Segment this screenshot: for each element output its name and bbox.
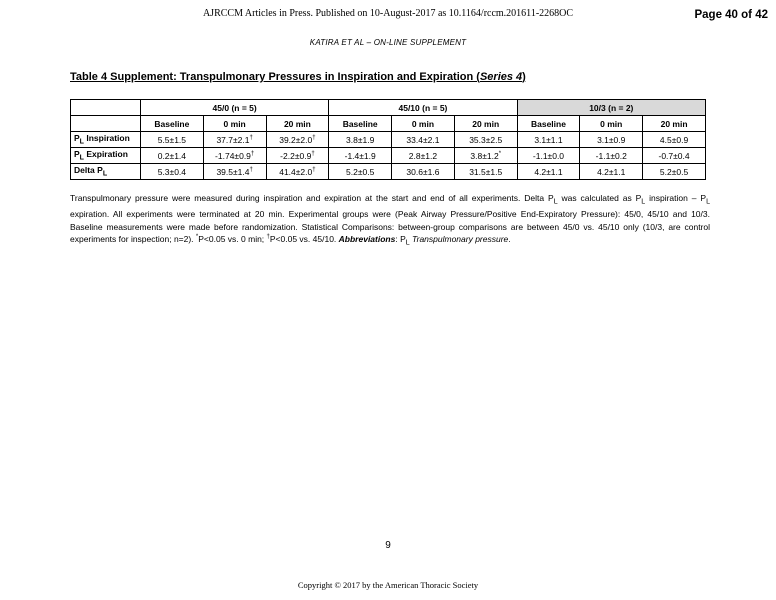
table-cell: 5.3±0.4	[141, 164, 204, 180]
table-title-suffix: )	[522, 71, 526, 83]
table-title-series: Series 4	[479, 71, 523, 83]
page-count: Page 40 of 42	[694, 9, 768, 21]
abbreviations-label: Abbreviations	[338, 234, 396, 245]
table-cell: 2.8±1.2	[392, 148, 455, 164]
group-header: 45/0 (n = 5)	[141, 100, 329, 116]
table-row	[71, 164, 706, 180]
running-head: KATIRA ET AL – ON-LINE SUPPLEMENT	[309, 38, 467, 47]
row-label: Delta $P_L$	[71, 164, 141, 180]
subheader-row	[71, 116, 706, 132]
table-cell: -2.2±0.9†	[266, 148, 329, 164]
column-header: Baseline	[517, 116, 580, 132]
table-cell: 3.8±1.2*	[454, 148, 517, 164]
row-label: $P_L$ Inspiration	[71, 132, 141, 148]
table-cell: 0.2±1.4	[141, 148, 204, 164]
column-header: 20 min	[454, 116, 517, 132]
group-header-row	[71, 100, 706, 116]
corner-cell	[71, 100, 141, 116]
table-cell: 4.2±1.1	[517, 164, 580, 180]
group-header: 10/3 (n = 2)	[517, 100, 705, 116]
column-header: 20 min	[266, 116, 329, 132]
table-cell: -1.4±1.9	[329, 148, 392, 164]
table-cell: 35.3±2.5	[454, 132, 517, 148]
table-title	[70, 71, 526, 83]
table-cell: -1.1±0.0	[517, 148, 580, 164]
table-cell: 33.4±2.1	[392, 132, 455, 148]
page-number: 9	[385, 540, 391, 551]
row-label: $P_L$ Expiration	[71, 148, 141, 164]
table-cell: -1.74±0.9†	[203, 148, 266, 164]
column-header: 0 min	[580, 116, 643, 132]
table-cell: 41.4±2.0†	[266, 164, 329, 180]
group-header: 45/10 (n = 5)	[329, 100, 517, 116]
table-row	[71, 132, 706, 148]
table-footnote	[70, 192, 710, 249]
table-cell: 5.2±0.5	[329, 164, 392, 180]
journal-banner: AJRCCM Articles in Press. Published on 10-August-2017 as 10.1164/rccm.201611-2268OC	[202, 8, 574, 19]
table-cell: -0.7±0.4	[643, 148, 706, 164]
table-cell: -1.1±0.2	[580, 148, 643, 164]
table-cell: 4.5±0.9	[643, 132, 706, 148]
column-header: Baseline	[141, 116, 204, 132]
column-header: 0 min	[203, 116, 266, 132]
table-cell: 3.8±1.9	[329, 132, 392, 148]
table-cell: 39.5±1.4†	[203, 164, 266, 180]
column-header: 0 min	[392, 116, 455, 132]
table-cell: 5.5±1.5	[141, 132, 204, 148]
table-cell: 4.2±1.1	[580, 164, 643, 180]
table-cell: 3.1±0.9	[580, 132, 643, 148]
table-title-prefix: Table 4 Supplement: Transpulmonary Pressures in Inspiration and Expiration (	[70, 71, 480, 83]
footnote-paragraph: Transpulmonary pressure were measured during inspiration and expiration at the start and end of all experiments. Delta $P_L$ was calculated as $P_L$ inspiration – $P_L$ expiration. All experiments were terminated at 20 min. Experimental groups were (Peak Airway Pressure/Positive End-Expiratory Pressure): 45/0, 45/10 and 10/3. Baseline measurements were made before randomization. Statistical Comparisons: between-group comparisons are between 45/0 vs. 45/10 only (10/3, are control experiments for inspection; n=2). *P<0.05 vs. 0 min; †P<0.05 vs. 45/10. Abbreviations: $P_L$ Transpulmonary pressure.	[70, 193, 711, 247]
table-cell: 39.2±2.0†	[266, 132, 329, 148]
table-cell: 5.2±0.5	[643, 164, 706, 180]
table-cell: 37.7±2.1†	[203, 132, 266, 148]
column-header: Baseline	[329, 116, 392, 132]
corner-cell	[71, 116, 141, 132]
table-row	[71, 148, 706, 164]
copyright-notice: Copyright © 2017 by the American Thoracic Society	[297, 580, 479, 590]
table-cell: 3.1±1.1	[517, 132, 580, 148]
pressure-table	[70, 99, 706, 180]
table-cell: 31.5±1.5	[454, 164, 517, 180]
table-cell: 30.6±1.6	[392, 164, 455, 180]
column-header: 20 min	[643, 116, 706, 132]
